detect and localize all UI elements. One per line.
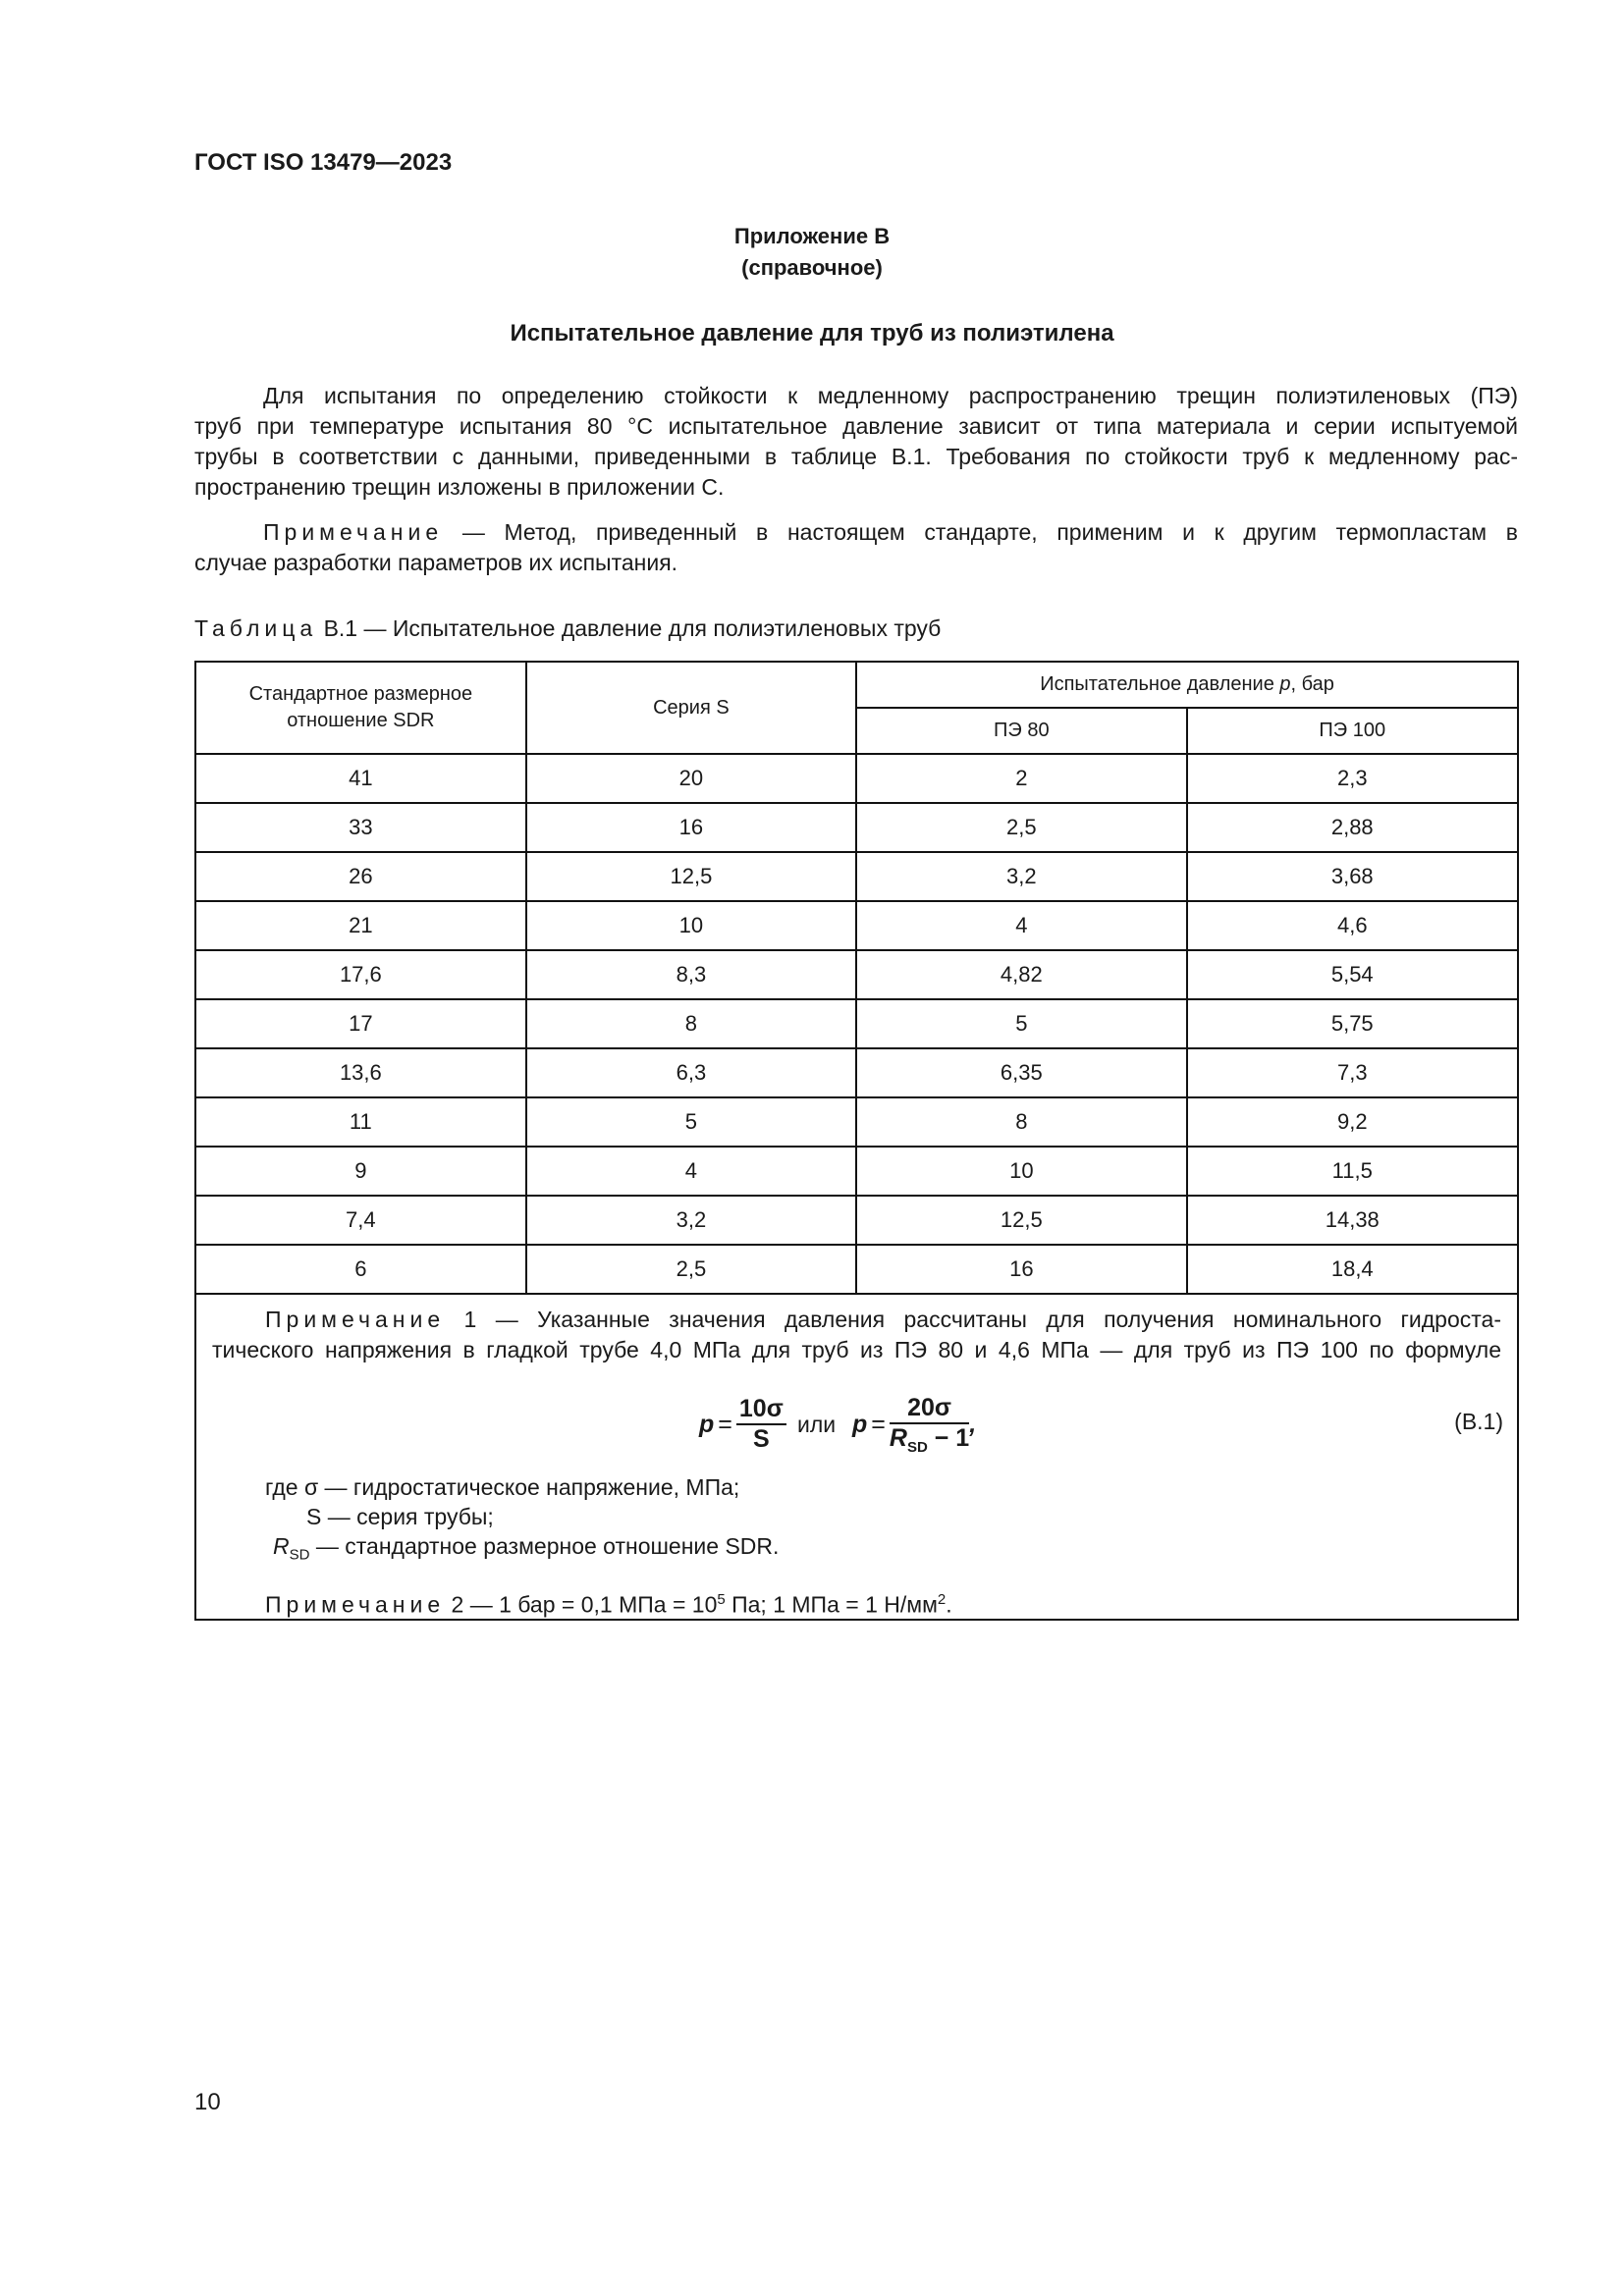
table-note-2: Примечание 2 — 1 бар = 0,1 МПа = $10^5$ Па; 1 МПа = 1 $Н/мм^2$. [265, 1591, 952, 1618]
document-code-header: ГОСТ ISO 13479—2023 [194, 149, 453, 176]
intro-line: трубы в соответствии с данными, приведенными в таблице В.1. Требования по стойкости труб к медленному рас- [194, 444, 1518, 469]
note-label: Примечание [263, 519, 444, 545]
table-row [195, 1147, 1518, 1196]
cell-pe100: 2,88 [1187, 803, 1518, 852]
header-pe80: ПЭ 80 [856, 708, 1186, 754]
table-caption-label: Таблица [194, 615, 318, 641]
header-sdr: Стандартное размерное отношение SDR [195, 662, 526, 754]
table-caption-text: В.1 — Испытательное давление для полиэтиленовых труб [317, 615, 942, 641]
cell-pe80: 10 [856, 1147, 1186, 1196]
page-number: 10 [194, 2089, 221, 2115]
cell-pe80: 2 [856, 754, 1186, 803]
table-row [195, 999, 1518, 1048]
table-row [195, 1196, 1518, 1245]
appendix-subtitle: (справочное) [741, 255, 883, 280]
cell-pe80: 16 [856, 1245, 1186, 1294]
cell-series: 16 [526, 803, 856, 852]
cell-series: 8,3 [526, 950, 856, 999]
where-line-series: S — серия трубы; [306, 1504, 494, 1529]
table-notes-row [195, 1294, 1518, 1620]
cell-sdr: 26 [195, 852, 526, 901]
cell-sdr: 13,6 [195, 1048, 526, 1097]
cell-pe80: 5 [856, 999, 1186, 1048]
cell-series: 2,5 [526, 1245, 856, 1294]
cell-pe100: 9,2 [1187, 1097, 1518, 1147]
table-row [195, 1048, 1518, 1097]
note2-label: Примечание [265, 1591, 446, 1618]
formula-left: p = $\frac{10\sigma}{S}$ [699, 1385, 786, 1464]
table-row [195, 803, 1518, 852]
note-paragraph [194, 517, 1518, 578]
cell-sdr: 17,6 [195, 950, 526, 999]
cell-pe80: 4 [856, 901, 1186, 950]
table-header-row [195, 662, 1518, 708]
formula-right: p = $\frac{20\sigma}{R_{SD} - 1}$ , [852, 1393, 977, 1456]
header-pe100: ПЭ 100 [1187, 708, 1518, 754]
pressure-table [194, 661, 1519, 1621]
cell-sdr: 21 [195, 901, 526, 950]
cell-pe100: 3,68 [1187, 852, 1518, 901]
cell-sdr: 11 [195, 1097, 526, 1147]
table-row [195, 950, 1518, 999]
cell-series: 8 [526, 999, 856, 1048]
cell-series: 10 [526, 901, 856, 950]
intro-line: пространению трещин изложены в приложении С. [194, 474, 725, 500]
cell-sdr: 9 [195, 1147, 526, 1196]
cell-pe80: 3,2 [856, 852, 1186, 901]
cell-pe100: 4,6 [1187, 901, 1518, 950]
intro-paragraph [194, 381, 1518, 503]
cell-series: 4 [526, 1147, 856, 1196]
cell-sdr: 41 [195, 754, 526, 803]
cell-pe80: 4,82 [856, 950, 1186, 999]
cell-pe100: 14,38 [1187, 1196, 1518, 1245]
cell-pe100: 5,75 [1187, 999, 1518, 1048]
where-line-rsd: $R_{SD}$ — стандартное размерное отношение SDR. [273, 1533, 780, 1564]
table-row [195, 901, 1518, 950]
table-row [195, 1245, 1518, 1294]
note-line: Примечание — Метод, приведенный в настоящем стандарте, применим и к другим термопластам в [263, 519, 1518, 545]
appendix-heading: Испытательное давление для труб из полиэтилена [510, 320, 1114, 347]
cell-series: 20 [526, 754, 856, 803]
intro-line: Для испытания по определению стойкости к медленному распространению трещин полиэтиленовых (ПЭ) [263, 383, 1518, 408]
fraction-1: $\frac{10\sigma}{S}$ [736, 1395, 786, 1454]
formula-b1 [196, 1385, 1517, 1464]
cell-series: 6,3 [526, 1048, 856, 1097]
formula-or: или [797, 1411, 837, 1437]
cell-pe80: 6,35 [856, 1048, 1186, 1097]
cell-sdr: 6 [195, 1245, 526, 1294]
table-notes [195, 1294, 1518, 1620]
note-line: случае разработки параметров их испытания. [194, 550, 678, 575]
cell-series: 5 [526, 1097, 856, 1147]
table-caption [194, 615, 941, 642]
equation-number: (В.1) [1454, 1409, 1503, 1434]
cell-pe80: 2,5 [856, 803, 1186, 852]
header-test-pressure: Испытательное давление p, бар [856, 662, 1518, 708]
header-series: Серия S [526, 662, 856, 754]
intro-line: труб при температуре испытания 80 °С испытательное давление зависит от типа материала и серии испытуемой [194, 413, 1518, 439]
cell-pe100: 11,5 [1187, 1147, 1518, 1196]
table-note-1: Примечание 1 — Указанные значения давления рассчитаны для получения номинального гидроста- тического напряжения в гладкой трубе 4,0 МПа для труб из ПЭ 80 и 4,6 МПа — для труб из ПЭ 100 по формуле [212, 1307, 1501, 1362]
table-row [195, 754, 1518, 803]
fraction-2: $\frac{20\sigma}{R_{SD} - 1}$ [889, 1393, 970, 1456]
cell-pe80: 12,5 [856, 1196, 1186, 1245]
cell-pe80: 8 [856, 1097, 1186, 1147]
cell-pe100: 2,3 [1187, 754, 1518, 803]
cell-pe100: 18,4 [1187, 1245, 1518, 1294]
where-line-sigma: где σ — гидростатическое напряжение, МПа; [265, 1474, 740, 1500]
cell-pe100: 5,54 [1187, 950, 1518, 999]
cell-sdr: 33 [195, 803, 526, 852]
cell-series: 12,5 [526, 852, 856, 901]
appendix-title: Приложение В [733, 224, 891, 248]
cell-sdr: 17 [195, 999, 526, 1048]
table-row [195, 1097, 1518, 1147]
cell-sdr: 7,4 [195, 1196, 526, 1245]
cell-series: 3,2 [526, 1196, 856, 1245]
table-row [195, 852, 1518, 901]
note1-label: Примечание [265, 1307, 446, 1332]
cell-pe100: 7,3 [1187, 1048, 1518, 1097]
